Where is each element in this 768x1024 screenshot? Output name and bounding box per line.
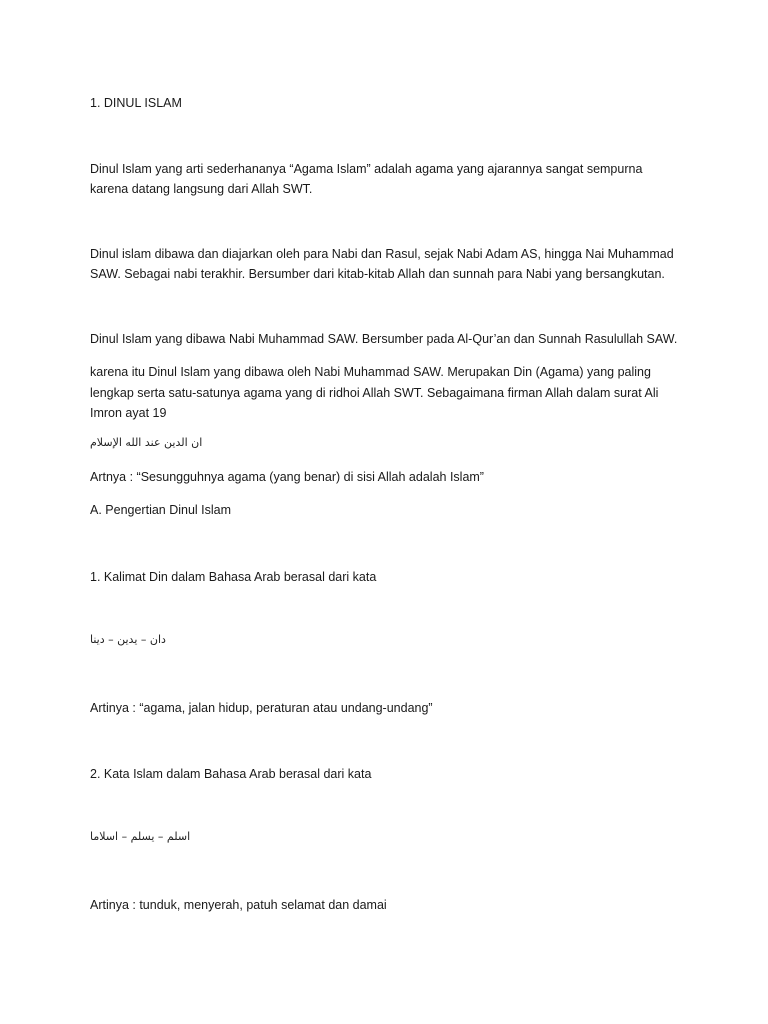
islam-translation: Artinya : tunduk, menyerah, patuh selamat dan damai (90, 898, 387, 912)
arabic-verse: ان الدين عند الله الإسلام (90, 436, 203, 449)
paragraph-4-line-1: karena itu Dinul Islam yang dibawa oleh Nabi Muhammad SAW. Merupakan Din (Agama) yang paling (90, 365, 651, 379)
paragraph-4-line-2: lengkap serta satu-satunya agama yang di ridhoi Allah SWT. Sebagaimana firman Allah dalam surat Ali (90, 386, 659, 400)
arabic-din-forms: دان – يدين – دينا (90, 633, 166, 646)
paragraph-2-line-2: SAW. Sebagai nabi terakhir. Bersumber dari kitab-kitab Allah dan sunnah para Nabi yang bersangkutan. (90, 267, 665, 281)
section-a-heading: A. Pengertian Dinul Islam (90, 503, 232, 517)
paragraph-2-line-1: Dinul islam dibawa dan diajarkan oleh para Nabi dan Rasul, sejak Nabi Adam AS, hingga Nai Muhammad (90, 247, 674, 261)
paragraph-3: Dinul Islam yang dibawa Nabi Muhammad SAW. Bersumber pada Al-Qur’an dan Sunnah Rasulullah SAW. (90, 332, 678, 346)
paragraph-4-line-3: Imron ayat 19 (90, 406, 167, 420)
paragraph-1-line-1: Dinul Islam yang arti sederhananya “Agama Islam” adalah agama yang ajarannya sangat sempurna (90, 162, 643, 176)
arabic-islam-forms: اسلم – يسلم – اسلاما (90, 830, 191, 843)
document-heading: 1. DINUL ISLAM (90, 96, 182, 110)
din-translation: Artinya : “agama, jalan hidup, peraturan atau undang-undang” (90, 701, 433, 715)
item-1: 1. Kalimat Din dalam Bahasa Arab berasal dari kata (90, 570, 377, 584)
verse-translation: Artnya : “Sesungguhnya agama (yang benar) di sisi Allah adalah Islam” (90, 470, 484, 484)
item-2: 2. Kata Islam dalam Bahasa Arab berasal dari kata (90, 767, 372, 781)
paragraph-1-line-2: karena datang langsung dari Allah SWT. (90, 182, 313, 196)
